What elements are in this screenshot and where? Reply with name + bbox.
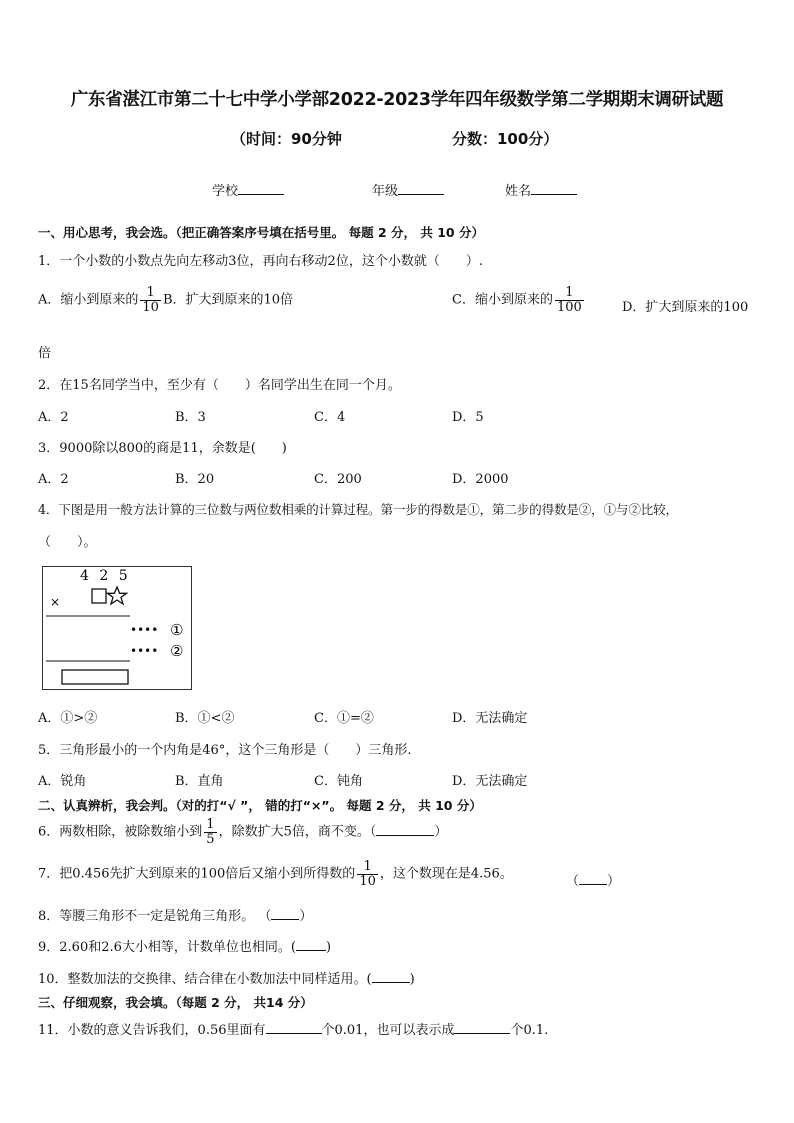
q5-option-a: A．锐角 — [38, 774, 87, 789]
q2-option-c: C．4 — [314, 410, 346, 425]
q7-answer-blank[interactable] — [579, 872, 607, 885]
q2-option-a: A．2 — [38, 410, 69, 425]
q10-answer-blank[interactable] — [372, 970, 410, 983]
q5-option-c: C．钝角 — [314, 774, 363, 789]
q1-stem: 1．一个小数的小数点先向左移动3位，再向右移动2位，这个小数就（ ）. — [38, 254, 483, 269]
q7-stem: 7．把0.456先扩大到原来的100倍后又缩小到所得数的 $\frac{1}{10}$ ，这个数现在是4.56。 — [38, 859, 513, 889]
q7-answer: （ ） — [566, 874, 621, 889]
q1-option-d: D．扩大到原来的100 — [622, 300, 749, 315]
page-title: 广东省湛江市第二十七中学小学部2022-2023学年四年级数学第二学期期末调研试题 — [70, 90, 724, 110]
q5-option-d: D．无法确定 — [452, 774, 528, 789]
name-label: 姓名 — [505, 184, 532, 199]
q1-a-fraction: $\frac{1}{10}$ — [142, 285, 159, 315]
section-3-heading: 三、仔细观察，我会填。（每题 2 分， 共14 分） — [38, 995, 313, 1010]
exam-score: 分数：100分） — [452, 130, 559, 148]
school-blank[interactable] — [238, 182, 284, 195]
grade-field — [372, 180, 444, 199]
grade-label: 年级 — [372, 184, 399, 199]
q3-option-a: A．2 — [38, 472, 69, 487]
q1-c-fraction: $\frac{1}{100}$ — [556, 285, 582, 315]
school-label: 学校 — [212, 184, 239, 199]
section-1-heading: 一、用心思考，我会选。（把正确答案序号填在括号里。 每题 2 分， 共 10 分） — [38, 225, 484, 240]
q5-stem: 5．三角形最小的一个内角是46°，这个三角形是（ ）三角形. — [38, 743, 412, 758]
figure-multiplicand: 4 2 5 — [80, 568, 131, 584]
figure-result-box — [62, 670, 128, 684]
q9-answer-blank[interactable] — [296, 938, 326, 951]
q3-stem: 3．9000除以800的商是11，余数是( ) — [38, 441, 287, 456]
school-field — [212, 180, 284, 199]
figure-times-sign: × — [50, 595, 61, 609]
grade-blank[interactable] — [398, 182, 444, 195]
q2-option-b: B．3 — [175, 410, 206, 425]
q4-stem: 4．下图是用一般方法计算的三位数与两位数相乘的计算过程。第一步的得数是①，第二步的得数是②，①与②比较， — [38, 502, 678, 517]
figure-dots-1: •••• — [130, 623, 159, 637]
name-blank[interactable] — [531, 182, 577, 195]
q6-stem: 6．两数相除，被除数缩小到 $\frac{1}{5}$ ，除数扩大5倍，商不变。（ ） — [38, 817, 448, 847]
q3-option-b: B．20 — [175, 472, 215, 487]
figure-dots-2: •••• — [130, 644, 159, 658]
q4-option-a: A．①>② — [38, 711, 98, 726]
figure-star-icon — [108, 587, 127, 604]
q2-option-d: D．5 — [452, 410, 484, 425]
q11-blank-1[interactable] — [266, 1021, 322, 1034]
section-2-heading: 二、认真辨析，我会判。（对的打“√ ”， 错的打“×”。 每题 2 分， 共 10 分） — [38, 798, 482, 813]
figure-square-icon — [92, 589, 106, 603]
q8-stem: 8．等腰三角形不一定是锐角三角形。 （ ） — [38, 909, 313, 924]
q8-answer-blank[interactable] — [271, 907, 299, 920]
figure-step-1-label: ① — [170, 621, 184, 639]
q3-option-d: D．2000 — [452, 472, 509, 487]
q1-option-b: B．扩大到原来的10倍 — [162, 292, 294, 308]
name-field — [505, 180, 577, 199]
q1-option-d-cont: 倍 — [38, 346, 52, 361]
exam-time: （时间：90分钟 — [231, 130, 342, 148]
q5-option-b: B．直角 — [175, 774, 224, 789]
q4-option-b: B．①<② — [175, 711, 235, 726]
q2-stem: 2．在15名同学当中，至少有（ ）名同学出生在同一个月。 — [38, 378, 401, 393]
q11-blank-2[interactable] — [454, 1021, 510, 1034]
q4-option-d: D．无法确定 — [452, 711, 528, 726]
q1-option-a: A．缩小到原来的 $\frac{1}{10}$ B．扩大到原来的10倍 — [38, 285, 294, 315]
figure-step-2-label: ② — [170, 642, 184, 660]
q4-option-c: C．①=② — [314, 711, 374, 726]
q4-stem-cont: （ ）。 — [38, 535, 97, 550]
q11-stem: 11．小数的意义告诉我们，0.56里面有 个0.01，也可以表示成 个0.1. — [38, 1023, 549, 1038]
q3-option-c: C．200 — [314, 472, 362, 487]
q9-stem: 9．2.60和2.6大小相等，计数单位也相同。( ) — [38, 940, 332, 955]
q10-stem: 10．整数加法的交换律、结合律在小数加法中同样适用。( ) — [38, 972, 415, 987]
q1-option-c: C．缩小到原来的 $\frac{1}{100}$ — [452, 285, 582, 315]
q7-fraction: $\frac{1}{10}$ — [359, 859, 376, 889]
multiplication-figure — [42, 566, 192, 690]
q6-answer-blank[interactable] — [376, 823, 434, 836]
q6-fraction: $\frac{1}{5}$ — [206, 817, 215, 847]
